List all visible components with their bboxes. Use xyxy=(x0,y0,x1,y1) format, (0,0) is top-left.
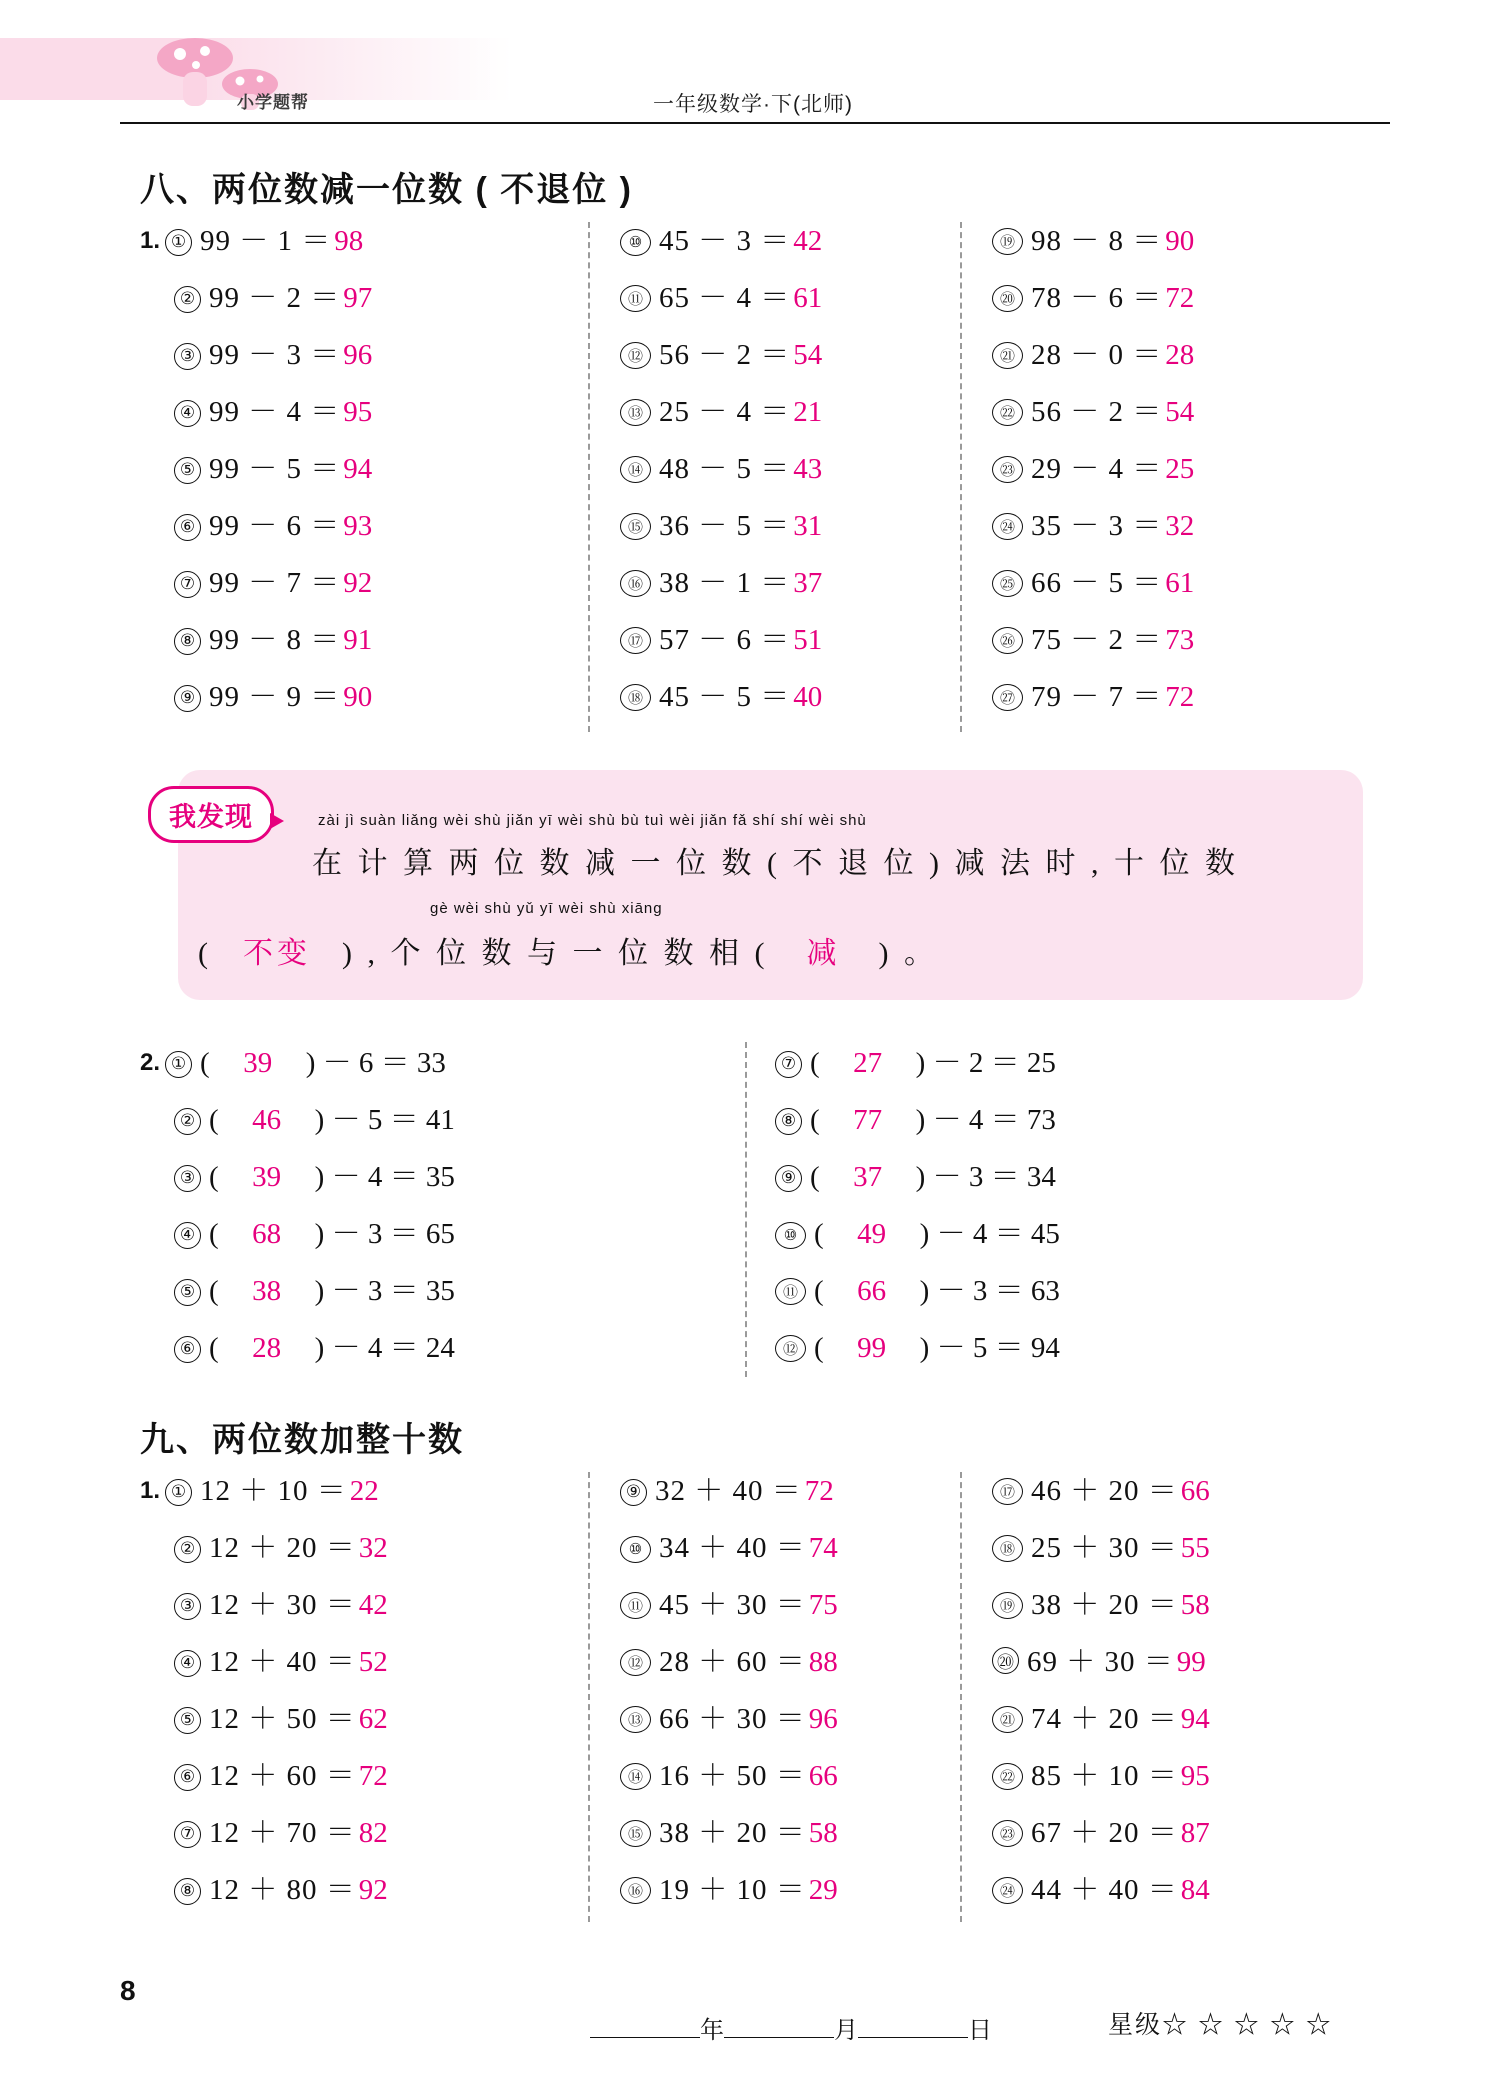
problem-answer: 28 xyxy=(1165,339,1195,371)
problem-expression: 99 － 8 ＝ xyxy=(209,624,341,656)
column-divider xyxy=(960,1472,962,1922)
problem-row xyxy=(620,1468,838,1525)
problem-answer: 96 xyxy=(808,1703,838,1735)
discovery-text-line-1: 在 计 算 两 位 数 减 一 位 数 ( 不 退 位 ) 减 法 时 , 十 位 数 xyxy=(312,847,1239,880)
problem-index: ⑰ xyxy=(620,627,651,654)
problem-answer: 73 xyxy=(1165,624,1195,656)
problem-index: ⑪ xyxy=(620,1592,651,1619)
problem-expression: 99 － 6 ＝ xyxy=(209,510,341,542)
problem-answer: 42 xyxy=(793,225,823,257)
problem-row xyxy=(140,446,372,503)
problem-row xyxy=(620,674,822,731)
problem-answer: 61 xyxy=(1165,567,1195,599)
problem-index: ④ xyxy=(174,1650,201,1677)
problem-answer: 95 xyxy=(1180,1760,1210,1792)
fillin-answer: 37 xyxy=(853,1161,883,1193)
problem-expression: 45 ＋ 30 ＝ xyxy=(659,1589,806,1621)
problem-row xyxy=(620,1639,838,1696)
problem-expression: 25 － 4 ＝ xyxy=(659,396,791,428)
problem-index: ② xyxy=(174,286,201,313)
problem-index: ㉖ xyxy=(992,627,1023,654)
problem-index: ⑨ xyxy=(620,1479,647,1506)
problem-row xyxy=(140,275,372,332)
problem-row xyxy=(992,218,1194,275)
problem-row xyxy=(140,617,372,674)
problem-expression: 69 ＋ 30 ＝ xyxy=(1027,1646,1174,1678)
problem-expression: 79 － 7 ＝ xyxy=(1031,681,1163,713)
problem-answer: 31 xyxy=(793,510,823,542)
problem-index: ⑱ xyxy=(992,1535,1023,1562)
problem-row xyxy=(620,275,822,332)
problem-expression: 12 ＋ 60 ＝ xyxy=(209,1760,356,1792)
date-line xyxy=(590,2010,992,2045)
problem-answer: 66 xyxy=(1180,1475,1210,1507)
item-number: 1. xyxy=(140,227,161,254)
problem-expression: 45 － 5 ＝ xyxy=(659,681,791,713)
problem-row xyxy=(140,1639,388,1696)
problem-answer: 52 xyxy=(358,1646,388,1678)
fillin-answer: 39 xyxy=(243,1047,273,1079)
fillin-row: ⑦ ( 27 ) － 2 ＝ 25 xyxy=(775,1040,1060,1097)
problem-index: ⑨ xyxy=(775,1165,802,1192)
problem-index: ⑥ xyxy=(174,1764,201,1791)
problem-expression: 66 ＋ 30 ＝ xyxy=(659,1703,806,1735)
problem-index: ① xyxy=(165,1479,192,1506)
problem-expression: 28 － 0 ＝ xyxy=(1031,339,1163,371)
column-divider xyxy=(588,222,590,732)
page-number: 8 xyxy=(120,1975,136,2006)
problem-answer: 72 xyxy=(1165,681,1195,713)
fillin-answer: 28 xyxy=(252,1332,282,1364)
problem-index: ㉕ xyxy=(992,570,1023,597)
fillin-tail: ) － 3 ＝ 63 xyxy=(919,1275,1060,1307)
problem-answer: 96 xyxy=(343,339,373,371)
problem-expression: 19 ＋ 10 ＝ xyxy=(659,1874,806,1906)
section8-column-1 xyxy=(140,218,372,731)
fillin-row: ⑨ ( 37 ) － 3 ＝ 34 xyxy=(775,1154,1060,1211)
year-blank[interactable] xyxy=(590,2013,700,2038)
day-label: 日 xyxy=(968,2017,992,2044)
page-title: 一年级数学·下(北师) xyxy=(653,93,853,116)
problem-row xyxy=(992,617,1194,674)
problem-index: ⑦ xyxy=(174,571,201,598)
problem-row xyxy=(620,389,822,446)
fillin-row: ⑪ ( 66 ) － 3 ＝ 63 xyxy=(775,1268,1060,1325)
section9-column-1 xyxy=(140,1468,388,1924)
fillin-row: ④ ( 68 ) － 3 ＝ 65 xyxy=(140,1211,455,1268)
problem-expression: 99 － 3 ＝ xyxy=(209,339,341,371)
fillin-row: ③ ( 39 ) － 4 ＝ 35 xyxy=(140,1154,455,1211)
problem-answer: 42 xyxy=(358,1589,388,1621)
problem-row xyxy=(140,1810,388,1867)
discovery-paren-open: ( xyxy=(198,937,212,970)
problem-index: ㉓ xyxy=(992,1820,1023,1847)
problem-row xyxy=(140,1582,388,1639)
problem-answer: 58 xyxy=(1180,1589,1210,1621)
problem-index: ⑨ xyxy=(174,685,201,712)
problem-row xyxy=(992,503,1194,560)
problem-row xyxy=(620,560,822,617)
fillin-row: ⑤ ( 38 ) － 3 ＝ 35 xyxy=(140,1268,455,1325)
problem-index: ⑱ xyxy=(620,684,651,711)
problem-answer: 93 xyxy=(343,510,373,542)
problem-index: ⑰ xyxy=(992,1478,1023,1505)
problem-expression: 29 － 4 ＝ xyxy=(1031,453,1163,485)
fillin-answer: 77 xyxy=(853,1104,883,1136)
problem-index: ⑮ xyxy=(620,1820,651,1847)
section9-column-2 xyxy=(620,1468,838,1924)
problem-index: ② xyxy=(174,1108,201,1135)
problem-row xyxy=(992,1810,1210,1867)
problem-index: ⑬ xyxy=(620,1706,651,1733)
discovery-pinyin-line-1: zài jì suàn liǎng wèi shù jiǎn yī wèi shù bù tuì wèi jiǎn fǎ shí shí wèi shù xyxy=(318,812,867,829)
problem-expression: 99 － 5 ＝ xyxy=(209,453,341,485)
fillin-row: ⑥ ( 28 ) － 4 ＝ 24 xyxy=(140,1325,455,1382)
problem-index: ⑦ xyxy=(174,1821,201,1848)
problem-expression: 99 － 1 ＝ xyxy=(200,225,332,257)
problem-row xyxy=(620,1696,838,1753)
discovery-pinyin-line-2: gè wèi shù yǔ yī wèi shù xiāng xyxy=(430,900,663,917)
problem-answer: 43 xyxy=(793,453,823,485)
section8-column-3 xyxy=(992,218,1194,731)
problem-expression: 56 － 2 ＝ xyxy=(1031,396,1163,428)
problem-index: ㉒ xyxy=(992,1763,1023,1790)
problem-row xyxy=(992,1525,1210,1582)
discovery-middle-text: ) , 个 位 数 与 一 位 数 相 ( xyxy=(342,937,769,970)
fillin-tail: ) － 6 ＝ 33 xyxy=(305,1047,446,1079)
problem-answer: 92 xyxy=(343,567,373,599)
problem-expression: 65 － 4 ＝ xyxy=(659,282,791,314)
fillin-answer: 66 xyxy=(857,1275,887,1307)
problem-index: ⑳ xyxy=(992,1647,1019,1674)
problem-answer: 54 xyxy=(793,339,823,371)
fillin-tail: ) － 2 ＝ 25 xyxy=(915,1047,1056,1079)
problem-index: ⑥ xyxy=(174,514,201,541)
problem-row xyxy=(992,446,1194,503)
problem-answer: 92 xyxy=(358,1874,388,1906)
problem-expression: 46 ＋ 20 ＝ xyxy=(1031,1475,1178,1507)
problem-index: ㉔ xyxy=(992,1877,1023,1904)
fillin-tail: ) － 4 ＝ 24 xyxy=(314,1332,455,1364)
fillin-row: ② ( 46 ) － 5 ＝ 41 xyxy=(140,1097,455,1154)
problem-row xyxy=(992,275,1194,332)
column-divider xyxy=(960,222,962,732)
problem-expression: 74 ＋ 20 ＝ xyxy=(1031,1703,1178,1735)
problem-row xyxy=(992,1639,1210,1696)
problem-index: ⑩ xyxy=(620,229,651,256)
problem-index: ⑭ xyxy=(620,456,651,483)
problem-expression: 35 － 3 ＝ xyxy=(1031,510,1163,542)
problem-expression: 56 － 2 ＝ xyxy=(659,339,791,371)
fillin-answer: 46 xyxy=(252,1104,282,1136)
section-title-8: 八、两位数减一位数 ( 不退位 ) xyxy=(140,171,633,209)
problem-index: ⑲ xyxy=(992,1592,1023,1619)
discovery-paren-close: ) 。 xyxy=(878,937,938,970)
problem-index: ⑲ xyxy=(992,228,1023,255)
fillin-tail: ) － 5 ＝ 41 xyxy=(314,1104,455,1136)
problem-index: ㉑ xyxy=(992,1706,1023,1733)
problem-answer: 32 xyxy=(1165,510,1195,542)
problem-answer: 72 xyxy=(1165,282,1195,314)
problem-expression: 99 － 7 ＝ xyxy=(209,567,341,599)
star-rating-stars[interactable]: ☆ ☆ ☆ ☆ ☆ xyxy=(1162,2011,1333,2039)
problem-row xyxy=(140,1468,388,1525)
problem-expression: 99 － 2 ＝ xyxy=(209,282,341,314)
fillin-answer: 68 xyxy=(252,1218,282,1250)
star-rating[interactable] xyxy=(1108,2005,1333,2041)
problem-answer: 87 xyxy=(1180,1817,1210,1849)
problem-expression: 75 － 2 ＝ xyxy=(1031,624,1163,656)
fillin-answer: 38 xyxy=(252,1275,282,1307)
fillin-tail: ) － 3 ＝ 35 xyxy=(314,1275,455,1307)
problem-expression: 38 ＋ 20 ＝ xyxy=(1031,1589,1178,1621)
problem-expression: 38 － 1 ＝ xyxy=(659,567,791,599)
problem-row xyxy=(992,560,1194,617)
problem-expression: 78 － 6 ＝ xyxy=(1031,282,1163,314)
problem-expression: 16 ＋ 50 ＝ xyxy=(659,1760,806,1792)
fillin-tail: ) － 4 ＝ 73 xyxy=(915,1104,1056,1136)
month-label: 月 xyxy=(834,2017,858,2044)
problem-expression: 67 ＋ 20 ＝ xyxy=(1031,1817,1178,1849)
section9-column-3 xyxy=(992,1468,1210,1924)
problem-expression: 12 ＋ 50 ＝ xyxy=(209,1703,356,1735)
problem-answer: 74 xyxy=(808,1532,838,1564)
problem-index: ① xyxy=(165,1051,192,1078)
problem-answer: 90 xyxy=(1165,225,1195,257)
problem-expression: 48 － 5 ＝ xyxy=(659,453,791,485)
problem-row xyxy=(140,1867,388,1924)
problem-row xyxy=(140,218,372,275)
section8-column-2 xyxy=(620,218,822,731)
problem-index: ⑫ xyxy=(775,1335,806,1362)
problem-expression: 12 ＋ 30 ＝ xyxy=(209,1589,356,1621)
problem-row xyxy=(992,1582,1210,1639)
problem-row xyxy=(620,1867,838,1924)
problem-expression: 12 ＋ 70 ＝ xyxy=(209,1817,356,1849)
problem-answer: 84 xyxy=(1180,1874,1210,1906)
column-divider xyxy=(588,1472,590,1922)
problem-index: ⑮ xyxy=(620,513,651,540)
problem-answer: 90 xyxy=(343,681,373,713)
problem-index: ③ xyxy=(174,343,201,370)
problem-index: ⑳ xyxy=(992,285,1023,312)
problem-row xyxy=(140,1753,388,1810)
problem-index: ⑫ xyxy=(620,342,651,369)
column-divider xyxy=(745,1042,747,1377)
problem-row xyxy=(992,674,1194,731)
fillin-tail: ) － 3 ＝ 34 xyxy=(915,1161,1056,1193)
fillin-row: ⑧ ( 77 ) － 4 ＝ 73 xyxy=(775,1097,1060,1154)
problem-expression: 38 ＋ 20 ＝ xyxy=(659,1817,806,1849)
problem-index: ① xyxy=(165,229,192,256)
fillin-row: ⑩ ( 49 ) － 4 ＝ 45 xyxy=(775,1211,1060,1268)
problem-answer: 62 xyxy=(358,1703,388,1735)
discovery-tag: 我发现 xyxy=(148,786,274,843)
problem-index: ③ xyxy=(174,1165,201,1192)
discovery-text-line-2 xyxy=(198,928,938,972)
problem-answer: 25 xyxy=(1165,453,1195,485)
month-blank[interactable] xyxy=(724,2013,834,2038)
problem-row xyxy=(992,1696,1210,1753)
problem-index: ⑬ xyxy=(620,399,651,426)
problem-row xyxy=(992,1468,1210,1525)
problem-row xyxy=(620,1582,838,1639)
problem-row xyxy=(140,1525,388,1582)
problem-answer: 66 xyxy=(808,1760,838,1792)
problem-index: ⑦ xyxy=(775,1051,802,1078)
fillin-answer: 27 xyxy=(853,1047,883,1079)
problem-index: ⑪ xyxy=(775,1278,806,1305)
fillin-answer: 39 xyxy=(252,1161,282,1193)
section-title-9: 九、两位数加整十数 xyxy=(140,1421,464,1459)
problem-index: ⑧ xyxy=(174,628,201,655)
problem-answer: 94 xyxy=(343,453,373,485)
problem-expression: 99 － 9 ＝ xyxy=(209,681,341,713)
problem-row xyxy=(620,218,822,275)
fillin-tail: ) － 5 ＝ 94 xyxy=(919,1332,1060,1364)
problem-index: ② xyxy=(174,1536,201,1563)
problem-index: ⑤ xyxy=(174,1279,201,1306)
problem-answer: 54 xyxy=(1165,396,1195,428)
problem-row xyxy=(140,674,372,731)
problem-index: ㉓ xyxy=(992,456,1023,483)
discovery-answer-2: 减 xyxy=(806,937,841,970)
problem-answer: 72 xyxy=(358,1760,388,1792)
problem-row xyxy=(140,389,372,446)
problem-answer: 95 xyxy=(343,396,373,428)
problem-index: ⑩ xyxy=(620,1536,651,1563)
problem-answer: 88 xyxy=(808,1646,838,1678)
problem-index: ㉔ xyxy=(992,513,1023,540)
problem-index: ⑩ xyxy=(775,1222,806,1249)
problem-answer: 21 xyxy=(793,396,823,428)
fillin-answer: 99 xyxy=(857,1332,887,1364)
problem-answer: 75 xyxy=(808,1589,838,1621)
problem-index: ㉒ xyxy=(992,399,1023,426)
problem-row xyxy=(140,503,372,560)
problem-expression: 36 － 5 ＝ xyxy=(659,510,791,542)
publisher-badge: 小学题帮 xyxy=(237,93,309,112)
problem-row xyxy=(620,1810,838,1867)
problem-index: ④ xyxy=(174,1222,201,1249)
problem-row xyxy=(620,332,822,389)
problem-answer: 32 xyxy=(358,1532,388,1564)
item-number: 1. xyxy=(140,1477,161,1504)
problem-expression: 25 ＋ 30 ＝ xyxy=(1031,1532,1178,1564)
problem-row xyxy=(140,332,372,389)
problem-answer: 58 xyxy=(808,1817,838,1849)
problem-expression: 12 ＋ 40 ＝ xyxy=(209,1646,356,1678)
problem-expression: 98 － 8 ＝ xyxy=(1031,225,1163,257)
problem-index: ③ xyxy=(174,1593,201,1620)
problem-row xyxy=(620,503,822,560)
problem-row xyxy=(992,332,1194,389)
star-rating-label: 星级 xyxy=(1108,2011,1163,2039)
problem-row xyxy=(140,560,372,617)
day-blank[interactable] xyxy=(858,2013,968,2038)
problem-expression: 57 － 6 ＝ xyxy=(659,624,791,656)
problem-row xyxy=(140,1696,388,1753)
problem-expression: 34 ＋ 40 ＝ xyxy=(659,1532,806,1564)
problem-expression: 12 ＋ 80 ＝ xyxy=(209,1874,356,1906)
problem-expression: 99 － 4 ＝ xyxy=(209,396,341,428)
problem-index: ⑯ xyxy=(620,570,651,597)
problem-row xyxy=(992,389,1194,446)
problem-row xyxy=(620,1753,838,1810)
fillin-tail: ) － 4 ＝ 35 xyxy=(314,1161,455,1193)
problem-answer: 22 xyxy=(349,1475,379,1507)
problem-expression: 32 ＋ 40 ＝ xyxy=(655,1475,802,1507)
problem-row xyxy=(620,446,822,503)
fillin-column-2 xyxy=(775,1040,1060,1382)
fillin-answer: 49 xyxy=(857,1218,887,1250)
problem-index: ⑪ xyxy=(620,285,651,312)
problem-answer: 82 xyxy=(358,1817,388,1849)
problem-index: ⑧ xyxy=(174,1878,201,1905)
problem-answer: 37 xyxy=(793,567,823,599)
problem-index: ⑭ xyxy=(620,1763,651,1790)
problem-answer: 94 xyxy=(1180,1703,1210,1735)
problem-row xyxy=(620,1525,838,1582)
problem-expression: 85 ＋ 10 ＝ xyxy=(1031,1760,1178,1792)
problem-index: ⑯ xyxy=(620,1877,651,1904)
problem-answer: 99 xyxy=(1176,1646,1206,1678)
problem-answer: 40 xyxy=(793,681,823,713)
fillin-row: 2. ① ( 39 ) － 6 ＝ 33 xyxy=(140,1040,455,1097)
year-label: 年 xyxy=(700,2017,724,2044)
problem-expression: 66 － 5 ＝ xyxy=(1031,567,1163,599)
problem-expression: 28 ＋ 60 ＝ xyxy=(659,1646,806,1678)
problem-answer: 98 xyxy=(334,225,364,257)
problem-answer: 29 xyxy=(808,1874,838,1906)
problem-index: ⑧ xyxy=(775,1108,802,1135)
problem-expression: 45 － 3 ＝ xyxy=(659,225,791,257)
problem-index: ⑤ xyxy=(174,457,201,484)
discovery-answer-1: 不变 xyxy=(243,937,311,970)
fillin-tail: ) － 4 ＝ 45 xyxy=(919,1218,1060,1250)
header-divider xyxy=(120,122,1390,124)
problem-answer: 91 xyxy=(343,624,373,656)
problem-answer: 51 xyxy=(793,624,823,656)
problem-index: ⑫ xyxy=(620,1649,651,1676)
problem-index: ⑥ xyxy=(174,1336,201,1363)
problem-answer: 72 xyxy=(804,1475,834,1507)
problem-expression: 44 ＋ 40 ＝ xyxy=(1031,1874,1178,1906)
problem-answer: 61 xyxy=(793,282,823,314)
problem-row xyxy=(992,1867,1210,1924)
problem-expression: 12 ＋ 10 ＝ xyxy=(200,1475,347,1507)
problem-answer: 97 xyxy=(343,282,373,314)
problem-row xyxy=(620,617,822,674)
fillin-tail: ) － 3 ＝ 65 xyxy=(314,1218,455,1250)
problem-row xyxy=(992,1753,1210,1810)
problem-index: ④ xyxy=(174,400,201,427)
item-number: 2. xyxy=(140,1049,161,1076)
problem-expression: 12 ＋ 20 ＝ xyxy=(209,1532,356,1564)
fillin-column-1 xyxy=(140,1040,455,1382)
problem-answer: 55 xyxy=(1180,1532,1210,1564)
problem-index: ⑤ xyxy=(174,1707,201,1734)
problem-index: ㉑ xyxy=(992,342,1023,369)
fillin-row: ⑫ ( 99 ) － 5 ＝ 94 xyxy=(775,1325,1060,1382)
problem-index: ㉗ xyxy=(992,684,1023,711)
